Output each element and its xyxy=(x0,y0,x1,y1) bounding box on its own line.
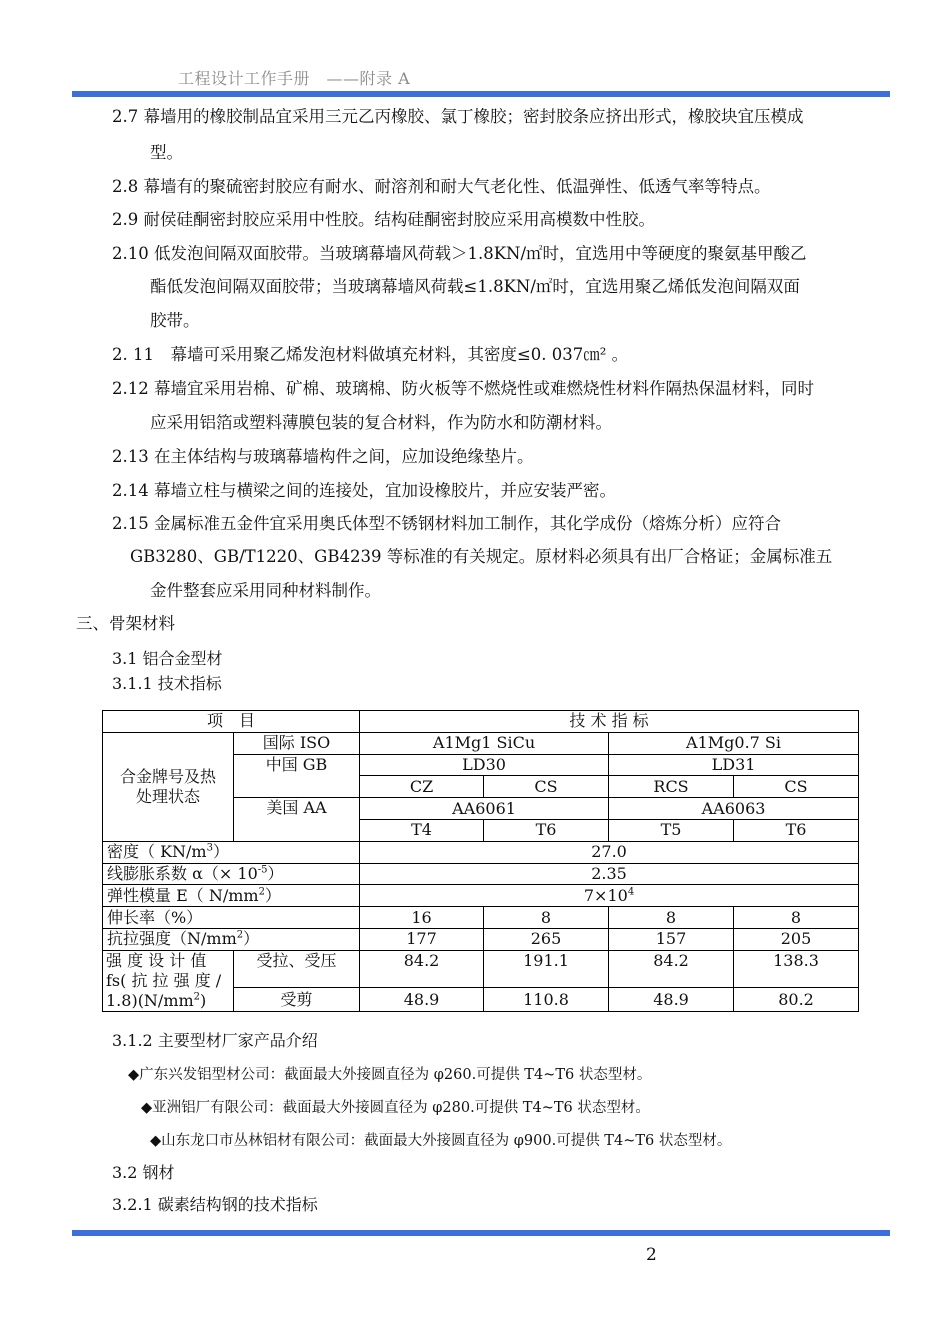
density-label: 密度（ $KN/m^3$） xyxy=(103,841,360,863)
table-row xyxy=(103,907,859,929)
design-shear-value: 110.8 xyxy=(484,988,609,1011)
gb-state-4: CS xyxy=(734,776,859,798)
para-2-15-line3: 金件整套应采用同种材料制作。 xyxy=(150,581,381,600)
design-shear-value: 80.2 xyxy=(734,988,859,1011)
table-row xyxy=(103,732,859,754)
tensile-label: 抗拉强度$(N/mm^2)$ xyxy=(103,928,360,950)
header-item: 项 目 xyxy=(103,711,360,733)
aa-label: 美国 AA xyxy=(234,798,360,842)
section-3-1-1-heading: 3.1.1 技术指标 xyxy=(112,674,222,693)
section-3-2-1-heading: 3.2.1 碳素结构钢的技术指标 xyxy=(112,1195,318,1214)
aluminum-spec-table xyxy=(102,710,859,1012)
modulus-label: 弹性模量 E（ $N/mm^2$） xyxy=(103,885,360,907)
footer-rule xyxy=(72,1230,890,1236)
design-strength-label: 强 度 设 计 值 fs( 抗 拉 强 度 / $1.8)(N/mm^2)$ xyxy=(103,950,234,1011)
section-3-2-heading: 3.2 钢材 xyxy=(112,1163,175,1182)
table-row xyxy=(103,863,859,885)
gb-state-2: CS xyxy=(484,776,609,798)
header-rule xyxy=(72,91,890,97)
gb-b: LD31 xyxy=(609,754,859,776)
aa-state-4: T6 xyxy=(734,819,859,841)
density-value: 27.0 xyxy=(360,841,859,863)
modulus-value: $7\times 10^4$ xyxy=(360,885,859,907)
aa-state-2: T6 xyxy=(484,819,609,841)
design-tension-label: 受拉、受压 xyxy=(234,950,360,988)
para-2-15-line1: 2.15 金属标准五金件宜采用奥氏体型不锈钢材料加工制作，其化学成份（熔炼分析）应符合 xyxy=(112,514,781,533)
aa-a: AA6061 xyxy=(360,798,609,820)
para-2-14: 2.14 幕墙立柱与横梁之间的连接处，宜加设橡胶片，并应安装严密。 xyxy=(112,481,616,500)
gb-label: 中国 GB xyxy=(234,754,360,798)
tensile-value: 205 xyxy=(734,928,859,950)
header-spec: 技 术 指 标 xyxy=(360,711,859,733)
design-shear-label: 受剪 xyxy=(234,988,360,1011)
design-shear-value: 48.9 xyxy=(360,988,484,1011)
aa-state-1: T4 xyxy=(360,819,484,841)
section-3-1-heading: 3.1 铝合金型材 xyxy=(112,649,223,668)
page-number: 2 xyxy=(646,1245,657,1265)
design-tension-value: 138.3 xyxy=(734,950,859,988)
design-tension-value: 191.1 xyxy=(484,950,609,988)
elongation-value: 8 xyxy=(484,907,609,929)
gb-state-1: CZ xyxy=(360,776,484,798)
elongation-value: 16 xyxy=(360,907,484,929)
para-2-10-line2: 酯低发泡间隔双面胶带；当玻璃幕墙风荷载≤1.8KN/㎡时，宜选用聚乙烯低发泡间隔双面 xyxy=(150,277,800,296)
list-item: ◆广东兴发铝型材公司：截面最大外接圆直径为 φ260.可提供 T4~T6 状态型材。 xyxy=(128,1067,652,1083)
para-2-15-line2: GB3280、GB/T1220、GB4239 等标准的有关规定。原材料必须具有出厂合格证；金属标准五 xyxy=(130,547,833,566)
expansion-label: 线膨胀系数 $\alpha(\times 10^{-5})$ xyxy=(103,863,360,885)
para-2-9: 2.9 耐侯硅酮密封胶应采用中性胶。结构硅酮密封胶应采用高模数中性胶。 xyxy=(112,210,655,229)
tensile-value: 157 xyxy=(609,928,734,950)
para-2-12-line1: 2.12 幕墙宜采用岩棉、矿棉、玻璃棉、防火板等不燃烧性或难燃烧性材料作隔热保温材料，同时 xyxy=(112,379,814,398)
table-row xyxy=(103,928,859,950)
iso-label: 国际 ISO xyxy=(234,732,360,754)
table-row xyxy=(103,841,859,863)
iso-b: A1Mg0.7 Si xyxy=(609,732,859,754)
para-2-12-line2: 应采用铝箔或塑料薄膜包装的复合材料，作为防水和防潮材料。 xyxy=(150,413,612,432)
design-shear-value: 48.9 xyxy=(609,988,734,1011)
section-3-heading: 三、骨架材料 xyxy=(76,614,175,633)
para-2-8: 2.8 幕墙有的聚硫密封胶应有耐水、耐溶剂和耐大气老化性、低温弹性、低透气率等特点。 xyxy=(112,177,771,196)
table-row xyxy=(103,950,859,988)
para-2-11: 2. 11 幕墙可采用聚乙烯发泡材料做填充材料，其密度≤0. 037㎝² 。 xyxy=(112,345,629,364)
list-item: ◆亚洲铝厂有限公司：截面最大外接圆直径为 φ280.可提供 T4~T6 状态型材。 xyxy=(141,1100,650,1116)
aa-state-3: T5 xyxy=(609,819,734,841)
para-2-7-line1: 2.7 幕墙用的橡胶制品宜采用三元乙丙橡胶、氯丁橡胶；密封胶条应挤出形式，橡胶块宜压模成 xyxy=(112,107,804,126)
para-2-10-line1: 2.10 低发泡间隔双面胶带。当玻璃幕墙风荷载＞1.8KN/㎡时，宜选用中等硬度的聚氨基甲酸乙 xyxy=(112,244,807,263)
alloy-label-cell xyxy=(103,732,234,841)
para-2-13: 2.13 在主体结构与玻璃幕墙构件之间，应加设绝缘垫片。 xyxy=(112,447,534,466)
page-header: 工程设计工作手册 ——附录 A xyxy=(178,69,411,88)
para-2-10-line3: 胶带。 xyxy=(150,311,200,330)
para-2-7-line2: 型。 xyxy=(150,143,183,162)
gb-state-3: RCS xyxy=(609,776,734,798)
section-3-1-2-heading: 3.1.2 主要型材厂家产品介绍 xyxy=(112,1031,318,1050)
design-tension-value: 84.2 xyxy=(609,950,734,988)
elongation-value: 8 xyxy=(609,907,734,929)
tensile-value: 177 xyxy=(360,928,484,950)
tensile-value: 265 xyxy=(484,928,609,950)
alloy-label-line1: 合金牌号及热 xyxy=(119,766,216,786)
design-tension-value: 84.2 xyxy=(360,950,484,988)
elongation-label: 伸长率（%） xyxy=(103,907,360,929)
elongation-value: 8 xyxy=(734,907,859,929)
alloy-label-line2: 处理状态 xyxy=(135,786,200,806)
aa-b: AA6063 xyxy=(609,798,859,820)
table-row xyxy=(103,711,859,733)
table-row xyxy=(103,885,859,907)
expansion-value: 2.35 xyxy=(360,863,859,885)
iso-a: A1Mg1 SiCu xyxy=(360,732,609,754)
gb-a: LD30 xyxy=(360,754,609,776)
list-item: ◆山东龙口市丛林铝材有限公司：截面最大外接圆直径为 φ900.可提供 T4~T6 状态型材。 xyxy=(150,1133,732,1149)
